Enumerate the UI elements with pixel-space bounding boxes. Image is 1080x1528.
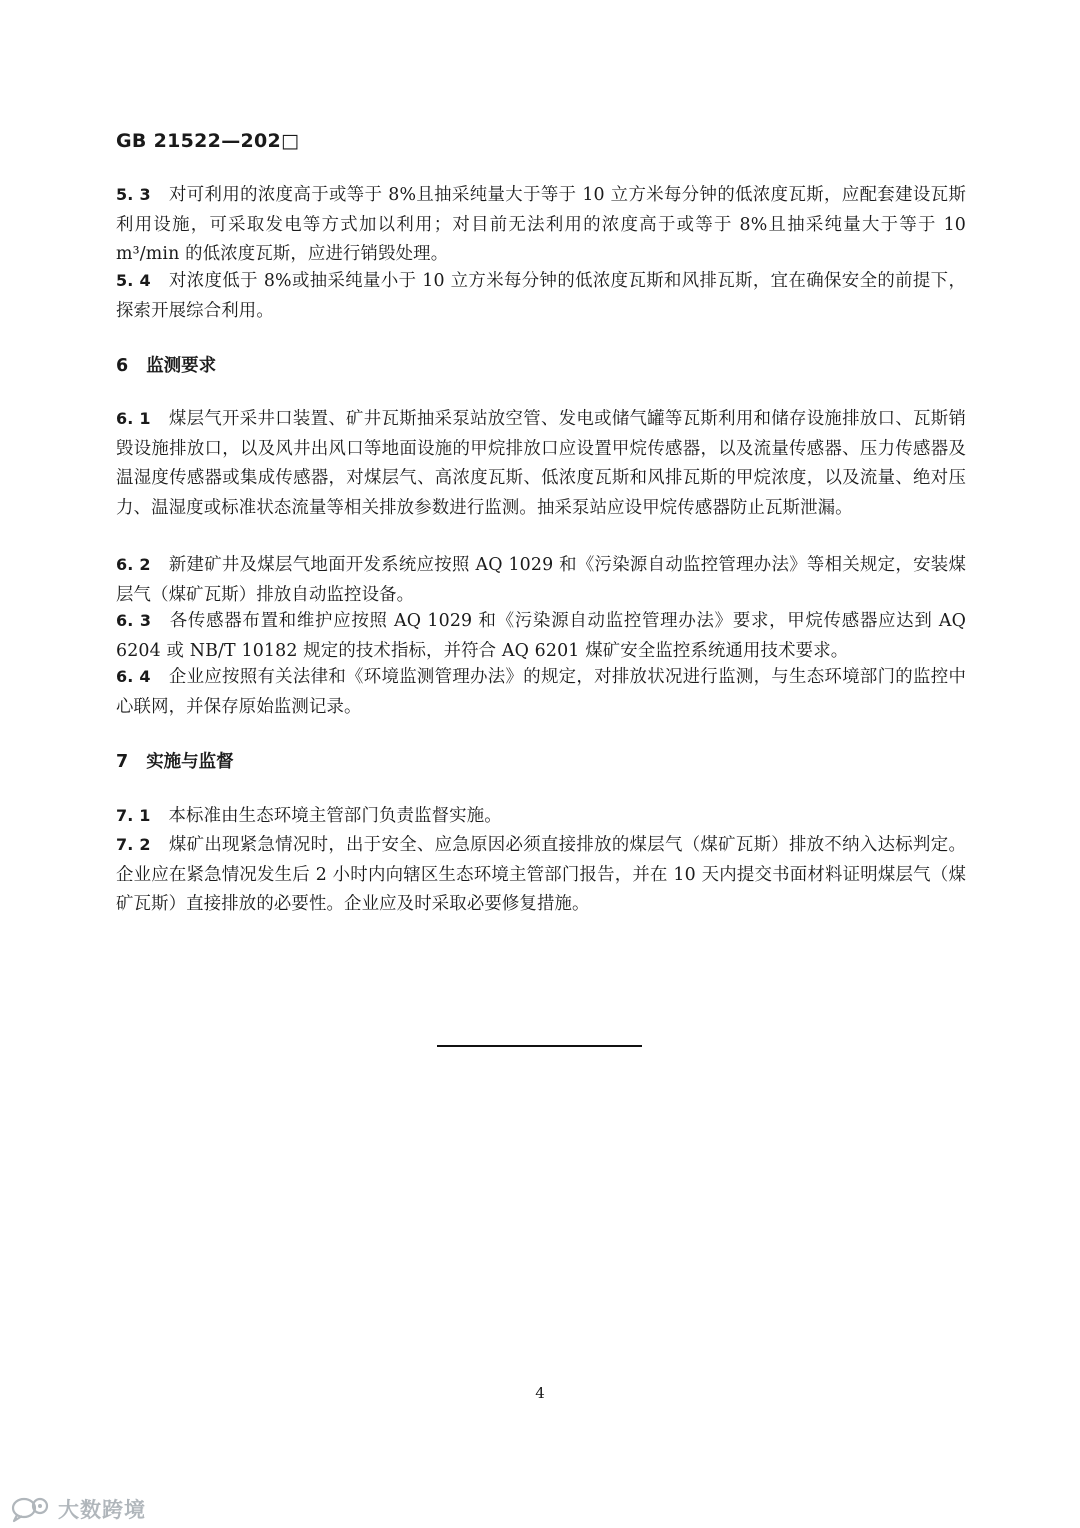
clause-number: 5. 3 <box>116 185 151 204</box>
clause-6-2 <box>116 550 966 610</box>
clause-number: 7. 2 <box>116 835 151 854</box>
clause-number: 5. 4 <box>116 271 151 290</box>
clause-text: 新建矿井及煤层气地面开发系统应按照 AQ 1029 和《污染源自动监控管理办法》等相关规定，安装煤层气（煤矿瓦斯）排放自动监控设备。 <box>116 555 966 605</box>
clause-text: 本标准由生态环境主管部门负责监督实施。 <box>168 806 502 826</box>
section-title: 监测要求 <box>146 356 217 376</box>
clause-6-4 <box>116 662 966 722</box>
clause-number: 6. 1 <box>116 409 151 428</box>
watermark-text: 大数跨境 <box>58 1498 146 1522</box>
clause-6-3 <box>116 606 966 666</box>
clause-number: 7. 1 <box>116 806 151 825</box>
clause-number: 6. 2 <box>116 555 151 574</box>
section-title: 实施与监督 <box>146 752 234 772</box>
clause-6-1 <box>116 404 966 523</box>
section-number: 7 <box>116 752 129 772</box>
clause-text: 对浓度低于 8%或抽采纯量小于 10 立方米每分钟的低浓度瓦斯和风排瓦斯，宜在确保安全的前提下，探索开展综合利用。 <box>116 271 967 321</box>
clause-number: 6. 4 <box>116 667 151 686</box>
standard-code-header: GB 21522—202□ <box>116 130 300 152</box>
chat-bubble-icon <box>10 1495 52 1523</box>
section-6-heading <box>116 352 216 377</box>
clause-text: 各传感器布置和维护应按照 AQ 1029 和《污染源自动监控管理办法》要求，甲烷传感器应达到 AQ 6204 或 NB/T 10182 规定的技术指标，并符合 AQ 6201 煤矿安全监控系统通用技术要求。 <box>116 611 967 661</box>
clause-7-2 <box>116 830 966 920</box>
clause-5-3 <box>116 180 966 270</box>
clause-text: 煤层气开采井口装置、矿井瓦斯抽采泵站放空管、发电或储气罐等瓦斯利用和储存设施排放口、瓦斯销毁设施排放口，以及风井出风口等地面设施的甲烷排放口应设置甲烷传感器，以及流量传感器、压力传感器及温湿度传感器或集成传感器，对煤层气、高浓度瓦斯、低浓度瓦斯和风排瓦斯的甲烷浓度，以及流量、绝对压力、温湿度或标准状态流量等相关排放参数进行监测。抽采泵站应设甲烷传感器防止瓦斯泄漏。 <box>116 409 966 518</box>
clause-7-1 <box>116 801 966 832</box>
clause-5-4 <box>116 266 966 326</box>
clause-text: 煤矿出现紧急情况时，出于安全、应急原因必须直接排放的煤层气（煤矿瓦斯）排放不纳入达标判定。企业应在紧急情况发生后 2 小时内向辖区生态环境主管部门报告，并在 10 天内提交书面材料证明煤层气（煤矿瓦斯）直接排放的必要性。企业应及时采取必要修复措施。 <box>116 835 966 915</box>
clause-text: 企业应按照有关法律和《环境监测管理办法》的规定，对排放状况进行监测，与生态环境部门的监控中心联网，并保存原始监测记录。 <box>116 667 966 717</box>
page-number: 4 <box>535 1384 545 1402</box>
section-number: 6 <box>116 356 129 376</box>
watermark <box>10 1494 146 1524</box>
end-of-standard-rule <box>437 1045 642 1047</box>
clause-number: 6. 3 <box>116 611 152 630</box>
clause-text: 对可利用的浓度高于或等于 8%且抽采纯量大于等于 10 立方米每分钟的低浓度瓦斯，应配套建设瓦斯利用设施，可采取发电等方式加以利用；对目前无法利用的浓度高于或等于 8%且抽采纯量大于等于 10 m³/min 的低浓度瓦斯，应进行销毁处理。 <box>116 185 967 265</box>
section-7-heading <box>116 748 234 773</box>
